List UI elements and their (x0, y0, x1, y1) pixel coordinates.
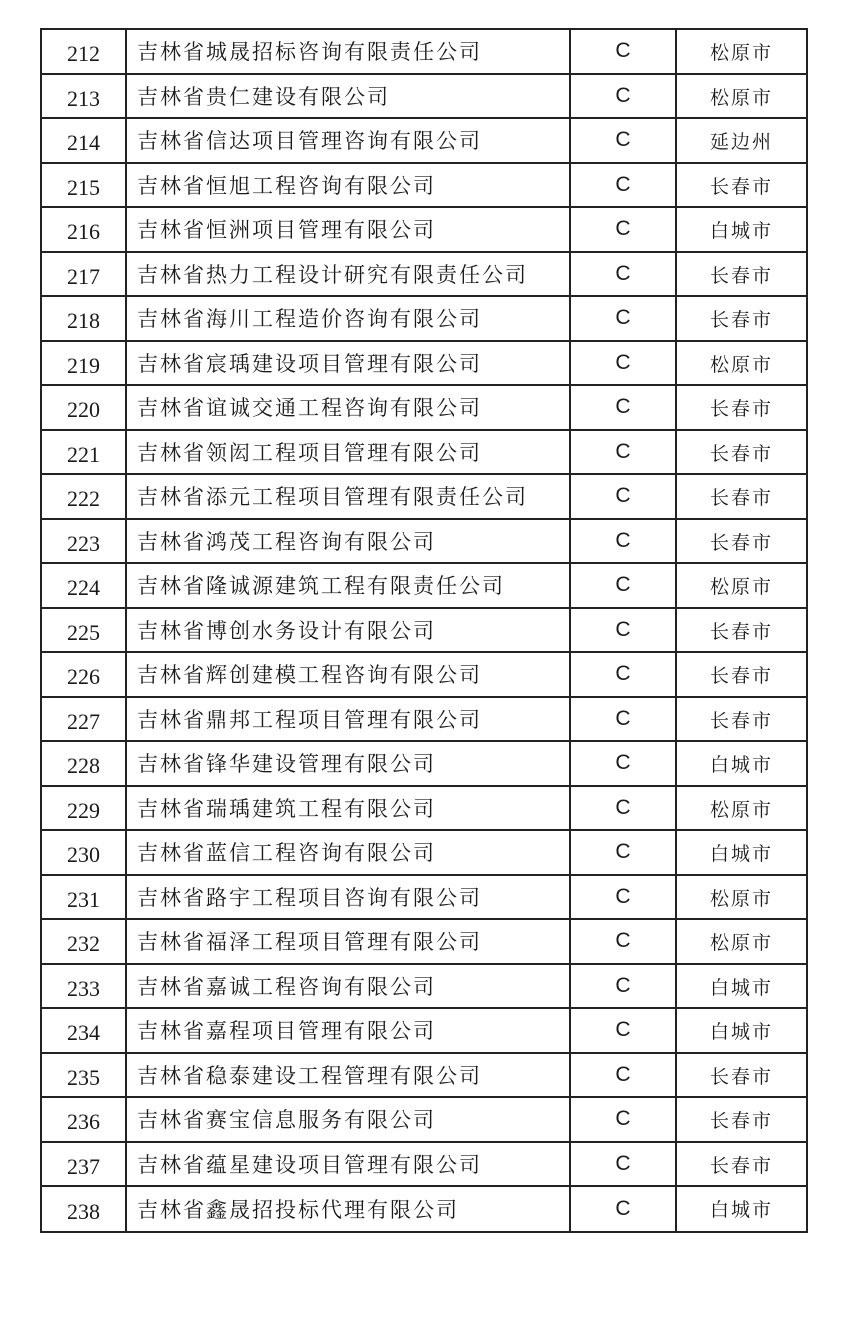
table-row (42, 563, 806, 608)
city-name: 长春市 (676, 385, 806, 430)
credit-grade: C (570, 563, 676, 608)
row-number: 218 (42, 296, 126, 341)
credit-grade: C (570, 118, 676, 163)
credit-grade: C (570, 830, 676, 875)
company-name: 吉林省恒洲项目管理有限公司 (126, 207, 570, 252)
city-name: 长春市 (676, 296, 806, 341)
company-name: 吉林省城晟招标咨询有限责任公司 (126, 29, 570, 74)
row-number: 212 (42, 29, 126, 74)
table-row (42, 652, 806, 697)
credit-grade: C (570, 1186, 676, 1231)
credit-grade: C (570, 430, 676, 475)
table-row (42, 1186, 806, 1231)
company-name: 吉林省隆诚源建筑工程有限责任公司 (126, 563, 570, 608)
city-name: 白城市 (676, 964, 806, 1009)
table-row (42, 697, 806, 742)
company-name: 吉林省谊诚交通工程咨询有限公司 (126, 385, 570, 430)
table-row (42, 919, 806, 964)
credit-grade: C (570, 29, 676, 74)
credit-grade: C (570, 74, 676, 119)
credit-grade: C (570, 919, 676, 964)
city-name: 松原市 (676, 29, 806, 74)
city-name: 延边州 (676, 118, 806, 163)
company-name: 吉林省福泽工程项目管理有限公司 (126, 919, 570, 964)
company-name: 吉林省鼎邦工程项目管理有限公司 (126, 697, 570, 742)
city-name: 松原市 (676, 341, 806, 386)
credit-grade: C (570, 341, 676, 386)
table-row (42, 519, 806, 564)
city-name: 长春市 (676, 1053, 806, 1098)
city-name: 白城市 (676, 830, 806, 875)
table-row (42, 786, 806, 831)
table-row (42, 163, 806, 208)
table-row (42, 1097, 806, 1142)
table-row (42, 875, 806, 920)
row-number: 236 (42, 1097, 126, 1142)
company-name: 吉林省海川工程造价咨询有限公司 (126, 296, 570, 341)
row-number: 213 (42, 74, 126, 119)
row-number: 220 (42, 385, 126, 430)
row-number: 215 (42, 163, 126, 208)
company-name: 吉林省博创水务设计有限公司 (126, 608, 570, 653)
table-row (42, 964, 806, 1009)
credit-grade: C (570, 697, 676, 742)
row-number: 216 (42, 207, 126, 252)
company-list-table (42, 28, 806, 1231)
company-name: 吉林省蓝信工程咨询有限公司 (126, 830, 570, 875)
company-name: 吉林省嘉诚工程咨询有限公司 (126, 964, 570, 1009)
city-name: 长春市 (676, 252, 806, 297)
credit-grade: C (570, 163, 676, 208)
row-number: 234 (42, 1008, 126, 1053)
city-name: 长春市 (676, 430, 806, 475)
credit-grade: C (570, 652, 676, 697)
row-number: 222 (42, 474, 126, 519)
table-row (42, 1053, 806, 1098)
credit-grade: C (570, 1008, 676, 1053)
credit-grade: C (570, 474, 676, 519)
city-name: 长春市 (676, 474, 806, 519)
credit-grade: C (570, 741, 676, 786)
credit-grade: C (570, 1142, 676, 1187)
company-table (40, 28, 808, 1233)
row-number: 225 (42, 608, 126, 653)
row-number: 238 (42, 1186, 126, 1231)
row-number: 221 (42, 430, 126, 475)
row-number: 230 (42, 830, 126, 875)
row-number: 229 (42, 786, 126, 831)
credit-grade: C (570, 252, 676, 297)
company-name: 吉林省宸瑀建设项目管理有限公司 (126, 341, 570, 386)
company-name: 吉林省添元工程项目管理有限责任公司 (126, 474, 570, 519)
city-name: 松原市 (676, 563, 806, 608)
row-number: 219 (42, 341, 126, 386)
table-row (42, 118, 806, 163)
row-number: 227 (42, 697, 126, 742)
company-name: 吉林省赛宝信息服务有限公司 (126, 1097, 570, 1142)
row-number: 223 (42, 519, 126, 564)
row-number: 231 (42, 875, 126, 920)
row-number: 224 (42, 563, 126, 608)
credit-grade: C (570, 786, 676, 831)
city-name: 长春市 (676, 163, 806, 208)
credit-grade: C (570, 964, 676, 1009)
company-name: 吉林省贵仁建设有限公司 (126, 74, 570, 119)
company-name: 吉林省嘉程项目管理有限公司 (126, 1008, 570, 1053)
table-row (42, 385, 806, 430)
company-name: 吉林省恒旭工程咨询有限公司 (126, 163, 570, 208)
row-number: 226 (42, 652, 126, 697)
row-number: 237 (42, 1142, 126, 1187)
city-name: 松原市 (676, 875, 806, 920)
company-name: 吉林省蕴星建设项目管理有限公司 (126, 1142, 570, 1187)
company-name: 吉林省稳泰建设工程管理有限公司 (126, 1053, 570, 1098)
table-row (42, 430, 806, 475)
city-name: 长春市 (676, 652, 806, 697)
company-name: 吉林省鑫晟招投标代理有限公司 (126, 1186, 570, 1231)
city-name: 松原市 (676, 786, 806, 831)
row-number: 214 (42, 118, 126, 163)
city-name: 白城市 (676, 207, 806, 252)
row-number: 235 (42, 1053, 126, 1098)
city-name: 长春市 (676, 1097, 806, 1142)
table-row (42, 1008, 806, 1053)
credit-grade: C (570, 207, 676, 252)
city-name: 松原市 (676, 74, 806, 119)
table-row (42, 207, 806, 252)
table-body (42, 29, 806, 1231)
table-row (42, 608, 806, 653)
city-name: 长春市 (676, 519, 806, 564)
table-row (42, 74, 806, 119)
company-name: 吉林省信达项目管理咨询有限公司 (126, 118, 570, 163)
table-row (42, 830, 806, 875)
table-row (42, 474, 806, 519)
company-name: 吉林省瑞瑀建筑工程有限公司 (126, 786, 570, 831)
company-name: 吉林省锋华建设管理有限公司 (126, 741, 570, 786)
table-row (42, 29, 806, 74)
credit-grade: C (570, 1097, 676, 1142)
company-name: 吉林省辉创建模工程咨询有限公司 (126, 652, 570, 697)
city-name: 白城市 (676, 741, 806, 786)
city-name: 松原市 (676, 919, 806, 964)
table-row (42, 741, 806, 786)
credit-grade: C (570, 1053, 676, 1098)
table-row (42, 296, 806, 341)
city-name: 长春市 (676, 608, 806, 653)
row-number: 232 (42, 919, 126, 964)
row-number: 217 (42, 252, 126, 297)
city-name: 白城市 (676, 1008, 806, 1053)
company-name: 吉林省领闳工程项目管理有限公司 (126, 430, 570, 475)
table-row (42, 341, 806, 386)
table-row (42, 252, 806, 297)
city-name: 长春市 (676, 1142, 806, 1187)
city-name: 长春市 (676, 697, 806, 742)
credit-grade: C (570, 608, 676, 653)
credit-grade: C (570, 519, 676, 564)
row-number: 233 (42, 964, 126, 1009)
city-name: 白城市 (676, 1186, 806, 1231)
credit-grade: C (570, 296, 676, 341)
company-name: 吉林省鸿茂工程咨询有限公司 (126, 519, 570, 564)
row-number: 228 (42, 741, 126, 786)
credit-grade: C (570, 385, 676, 430)
company-name: 吉林省热力工程设计研究有限责任公司 (126, 252, 570, 297)
company-name: 吉林省路宇工程项目咨询有限公司 (126, 875, 570, 920)
credit-grade: C (570, 875, 676, 920)
table-row (42, 1142, 806, 1187)
